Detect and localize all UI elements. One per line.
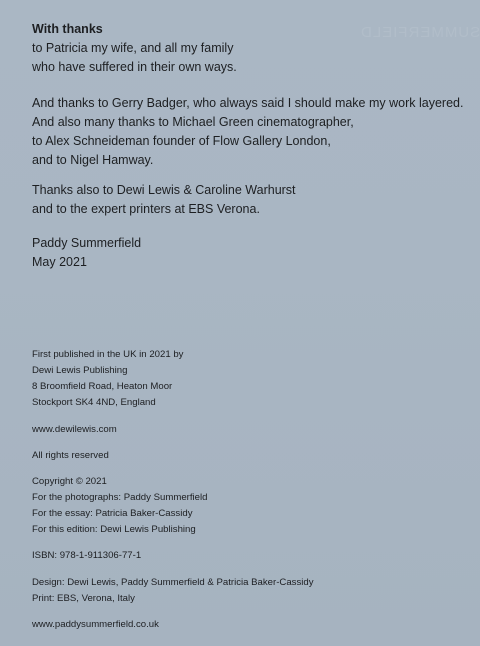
publisher-url: www.dewilewis.com: [32, 424, 117, 435]
acknowledgement-line: and to Nigel Hamway.: [32, 153, 154, 167]
signature-date: May 2021: [32, 255, 87, 269]
acknowledgement-line: and to the expert printers at EBS Verona.: [32, 202, 260, 216]
copyright-line: For the essay: Patricia Baker-Cassidy: [32, 508, 193, 519]
copyright-line: Copyright © 2021: [32, 476, 107, 487]
show-through-text: SUMMERFIELD: [360, 24, 480, 41]
publisher-line: 8 Broomfield Road, Heaton Moor: [32, 381, 173, 392]
publisher-line: Stockport SK4 4ND, England: [32, 397, 156, 408]
copyright-line: For the photographs: Paddy Summerfield: [32, 492, 208, 503]
author-url: www.paddysummerfield.co.uk: [32, 619, 159, 630]
acknowledgement-line: And thanks to Gerry Badger, who always said I should make my work layered.: [32, 96, 464, 110]
acknowledgement-line: to Patricia my wife, and all my family: [32, 41, 234, 55]
acknowledgement-line: Thanks also to Dewi Lewis & Caroline Warhurst: [32, 183, 296, 197]
signature: Paddy Summerfield: [32, 236, 142, 250]
rights-statement: All rights reserved: [32, 450, 109, 461]
credits-line: Design: Dewi Lewis, Paddy Summerfield & Patricia Baker-Cassidy: [32, 577, 314, 588]
publisher-line: Dewi Lewis Publishing: [32, 365, 128, 376]
acknowledgement-line: who have suffered in their own ways.: [32, 60, 237, 74]
credits-line: Print: EBS, Verona, Italy: [32, 593, 135, 604]
publisher-line: First published in the UK in 2021 by: [32, 349, 184, 360]
acknowledgements-heading: With thanks: [32, 22, 103, 36]
acknowledgement-line: And also many thanks to Michael Green cinematographer,: [32, 115, 354, 129]
acknowledgement-line: to Alex Schneideman founder of Flow Gallery London,: [32, 134, 331, 148]
isbn: ISBN: 978-1-911306-77-1: [32, 550, 142, 561]
copyright-line: For this edition: Dewi Lewis Publishing: [32, 524, 196, 535]
